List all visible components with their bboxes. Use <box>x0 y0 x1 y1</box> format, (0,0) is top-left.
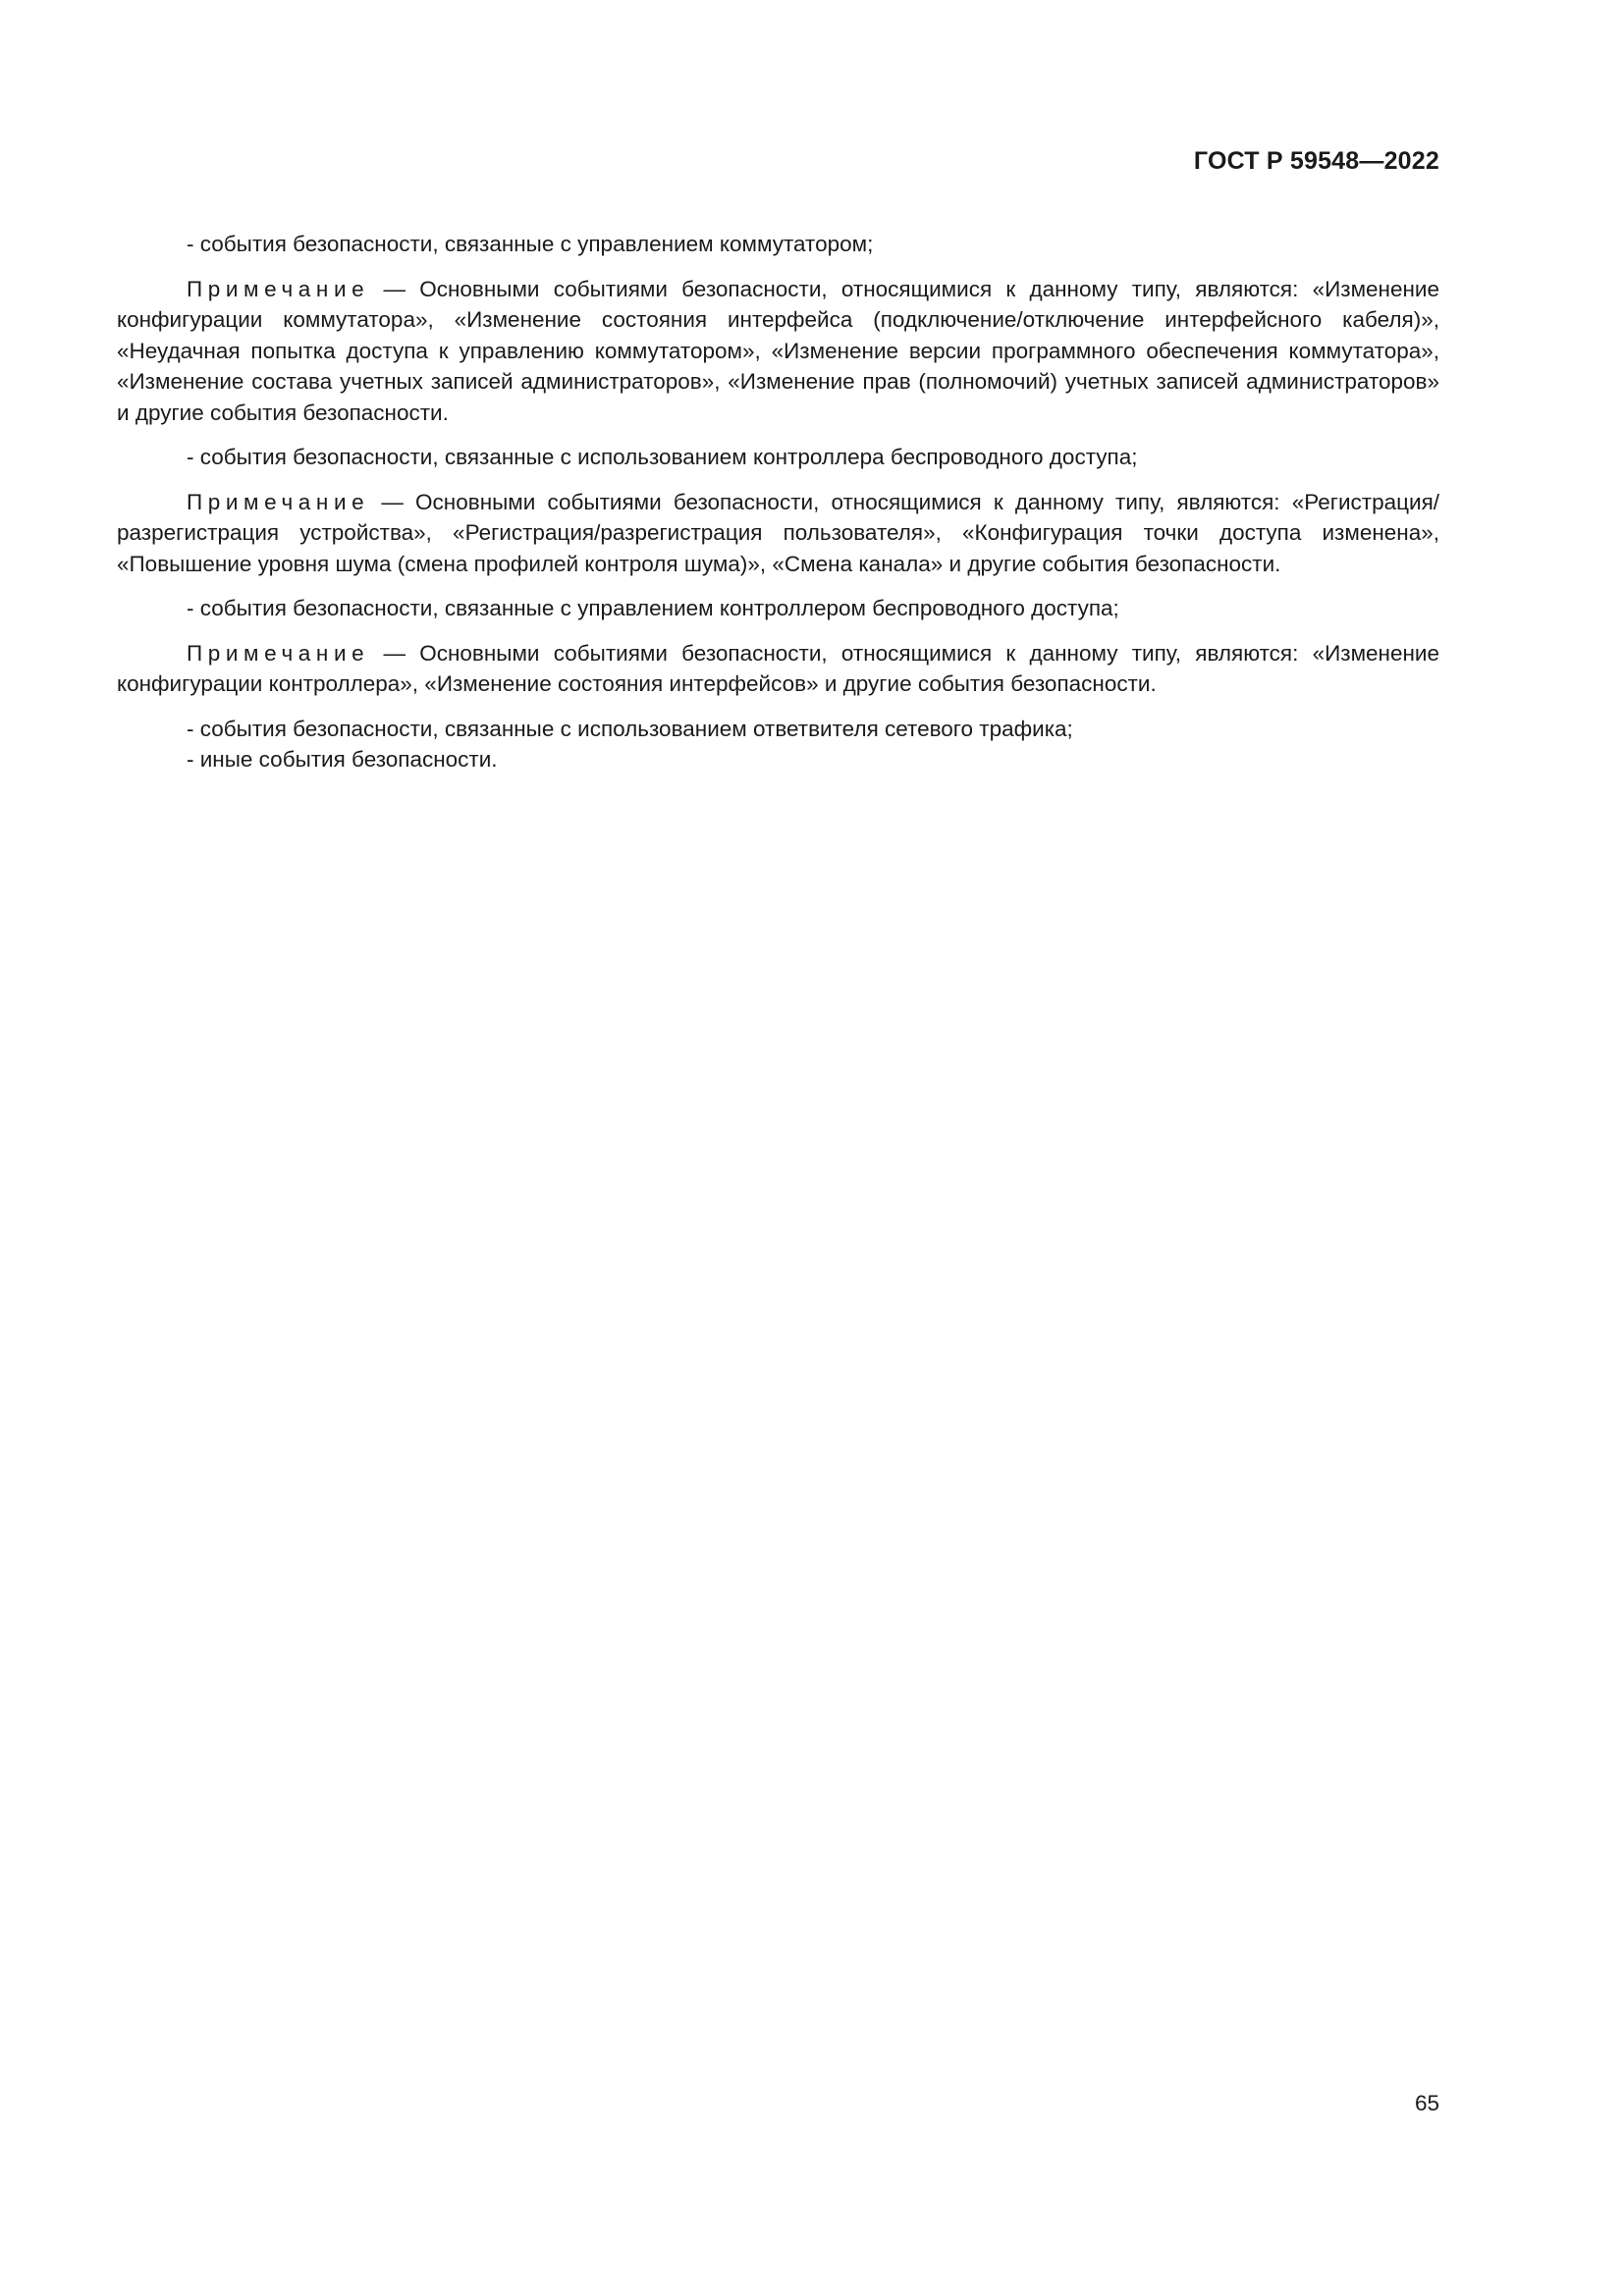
note-text: — Основными событиями безопасности, относящимися к данному типу, являются: «Регистрация/разрегистрация устройства», «Регистрация/разрегистрация пользователя», «Конфигурация точки доступа изменена», «Повышение уровня шума (смена профилей контроля шума)», «Смена канала» и другие события безопасности. <box>117 489 1439 576</box>
list-item: - иные события безопасности. <box>187 747 498 772</box>
document-body <box>117 229 1439 775</box>
list-item: - события безопасности, связанные с управлением коммутатором; <box>187 232 874 256</box>
note-label: Примечание <box>187 489 370 514</box>
document-header <box>1194 147 1439 176</box>
document-id: ГОСТ Р 59548—2022 <box>1193 147 1439 175</box>
list-item: - события безопасности, связанные с использованием контроллера беспроводного доступа; <box>187 445 1138 469</box>
note-label: Примечание <box>187 640 370 666</box>
note-paragraph <box>117 274 1439 429</box>
list-item: - события безопасности, связанные с использованием ответвителя сетевого трафика; <box>187 716 1073 741</box>
note-paragraph <box>117 487 1439 580</box>
note-label: Примечание <box>187 276 370 301</box>
page-number: 65 <box>1414 2091 1439 2115</box>
note-text: — Основными событиями безопасности, относящимися к данному типу, являются: «Изменение конфигурации коммутатора», «Изменение состояния интерфейса (подключение/отключение интерфейсного кабеля)», «Неудачная попытка доступа к управлению коммутатором», «Изменение версии программного обеспечения коммутатора», «Изменение состава учетных записей администраторов», «Изменение прав (полномочий) учетных записей администраторов» и другие события безопасности. <box>117 276 1439 425</box>
note-paragraph <box>117 638 1439 700</box>
note-text: — Основными событиями безопасности, относящимися к данному типу, являются: «Изменение конфигурации контроллера», «Изменение состояния интерфейсов» и другие события безопасности. <box>117 640 1439 696</box>
list-item: - события безопасности, связанные с управлением контроллером беспроводного доступа; <box>187 596 1119 620</box>
